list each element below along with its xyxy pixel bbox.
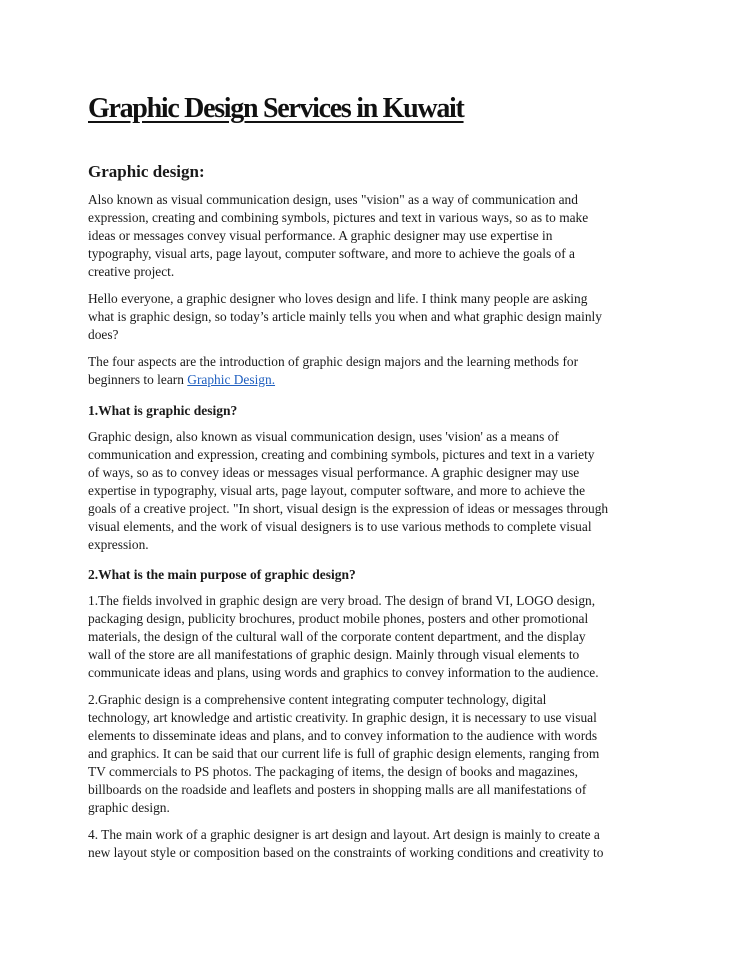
line: TV commercials to PS photos. The packaging of items, the design of books and magazines,	[88, 764, 579, 779]
paragraph-purpose-2	[88, 691, 688, 817]
line: Graphic design, also known as visual communication design, uses 'vision' as a means of	[88, 429, 559, 444]
paragraph-aspects	[88, 353, 688, 389]
line	[88, 371, 688, 389]
line: expression, creating and combining symbols, pictures and text in various ways, so as to make	[88, 210, 589, 225]
line: expertise in typography, visual arts, page layout, computer software, and more to achieve the	[88, 483, 586, 498]
line: 1.The fields involved in graphic design are very broad. The design of brand VI, LOGO design,	[88, 593, 596, 608]
heading-what-is: 1.What is graphic design?	[88, 403, 238, 418]
section-heading: Graphic design:	[88, 162, 205, 181]
line: Also known as visual communication design, uses "vision" as a way of communication and	[88, 192, 578, 207]
line: packaging design, publicity brochures, product mobile phones, posters and other promotional	[88, 611, 589, 626]
line: typography, visual arts, page layout, computer software, and more to achieve the goals of a	[88, 246, 575, 261]
line: 2.Graphic design is a comprehensive content integrating computer technology, digital	[88, 692, 547, 707]
page-title: Graphic Design Services in Kuwait	[88, 93, 464, 124]
paragraph-purpose-4	[88, 826, 688, 862]
line: does?	[88, 327, 119, 342]
heading-purpose: 2.What is the main purpose of graphic design?	[88, 567, 356, 582]
line: Hello everyone, a graphic designer who loves design and life. I think many people are asking	[88, 291, 588, 306]
line: materials, the design of the cultural wall of the corporate content department, and the display	[88, 629, 586, 644]
line: technology, art knowledge and artistic creativity. In graphic design, it is necessary to use visual	[88, 710, 597, 725]
paragraph-purpose-1	[88, 592, 688, 682]
line: what is graphic design, so today’s article mainly tells you when and what graphic design mainly	[88, 309, 602, 324]
line: graphic design.	[88, 800, 170, 815]
line: communication and expression, creating and combining symbols, pictures and text in a variety	[88, 447, 595, 462]
paragraph-what-is	[88, 428, 688, 554]
line: billboards on the roadside and leaflets and posters in shopping malls are all manifestations of	[88, 782, 587, 797]
line: new layout style or composition based on the constraints of working conditions and creativity to	[88, 845, 604, 860]
line: expression.	[88, 537, 149, 552]
line: The four aspects are the introduction of graphic design majors and the learning methods for	[88, 354, 579, 369]
line: elements to disseminate ideas and plans, and to convey information to the audience with words	[88, 728, 598, 743]
line-text: beginners to learn	[88, 372, 188, 387]
line: wall of the store are all manifestations of graphic design. Mainly through visual elements to	[88, 647, 580, 662]
paragraph-intro	[88, 191, 688, 281]
line: visual elements, and the work of visual designers is to use various methods to complete visual	[88, 519, 592, 534]
line: of ways, so as to convey ideas or messages visual performance. A graphic designer may use	[88, 465, 580, 480]
line: 4. The main work of a graphic designer is art design and layout. Art design is mainly to create a	[88, 827, 600, 842]
line: goals of a creative project. "In short, visual design is the expression of ideas or messages through	[88, 501, 609, 516]
line: creative project.	[88, 264, 175, 279]
line: and graphics. It can be said that our current life is full of graphic design elements, ranging from	[88, 746, 600, 761]
line: communicate ideas and plans, using words and graphics to convey information to the audience.	[88, 665, 599, 680]
graphic-design-link[interactable]: Graphic Design.	[187, 372, 276, 387]
line: ideas or messages convey visual performance. A graphic designer may use expertise in	[88, 228, 553, 243]
paragraph-hello	[88, 290, 688, 344]
